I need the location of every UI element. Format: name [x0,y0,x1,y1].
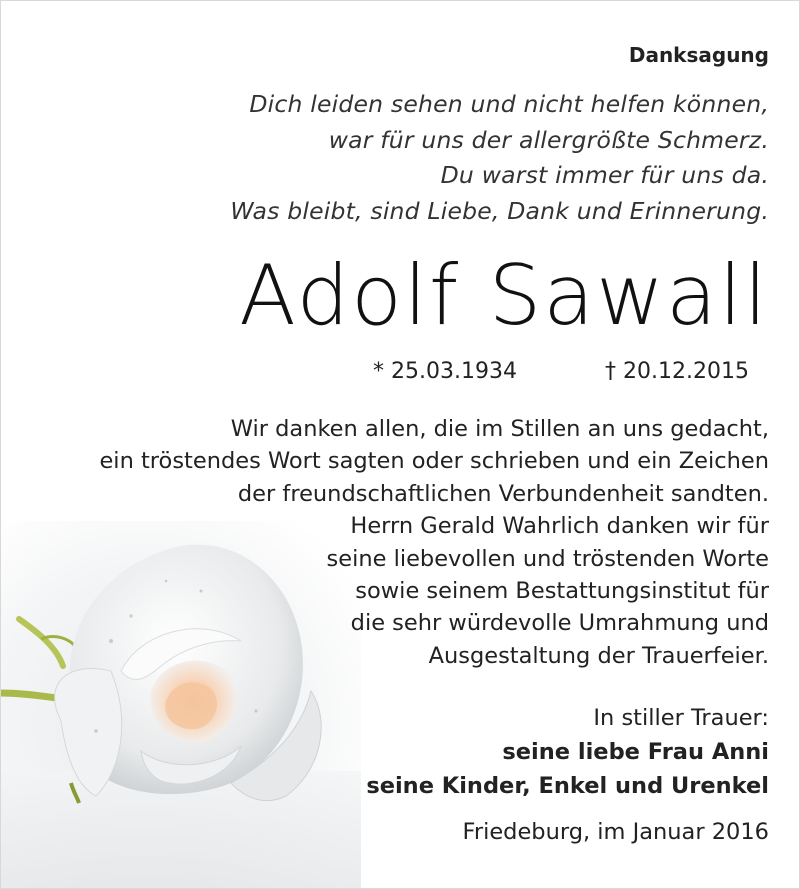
thanks-line: ein tröstendes Wort sagten oder schrieben und ein Zeichen [99,448,769,475]
thanks-line: Herrn Gerald Wahrlich danken wir für [350,513,769,540]
thanks-line: sowie seinem Bestattungsinstitut für [355,578,769,605]
place-date: Friedeburg, im Januar 2016 [462,819,769,845]
poem-line: Du warst immer für uns da. [440,161,769,189]
thanks-line: die sehr würdevolle Umrahmung und [350,610,769,637]
thanks-line: Wir danken allen, die im Stillen an uns gedacht, [230,416,769,442]
poem-line: war für uns der allergrößte Schmerz. [328,125,769,154]
deceased-name: Adolf Sawall [239,247,769,344]
poem-line: Was bleibt, sind Liebe, Dank und Erinnerung. [230,196,769,225]
life-dates [1,359,800,395]
mourning-intro: In stiller Trauer: [593,705,769,731]
poem [230,87,769,229]
mourning-signature [366,701,769,803]
thanks-line: der freundschaftlichen Verbundenheit sandten. [237,480,769,507]
heading: Danksagung [628,43,769,67]
birth-date: * 25.03.1934 [373,359,517,384]
thanks-line: seine liebevollen und tröstenden Worte [326,545,769,572]
death-date: † 20.12.2015 [605,359,749,384]
mourning-wife: seine liebe Frau Anni [502,739,769,765]
poem-line: Dich leiden sehen und nicht helfen können, [249,90,769,118]
thanks-line: Ausgestaltung der Trauerfeier. [428,642,769,669]
thanks-text [99,413,769,672]
mourning-family: seine Kinder, Enkel und Urenkel [366,773,769,799]
